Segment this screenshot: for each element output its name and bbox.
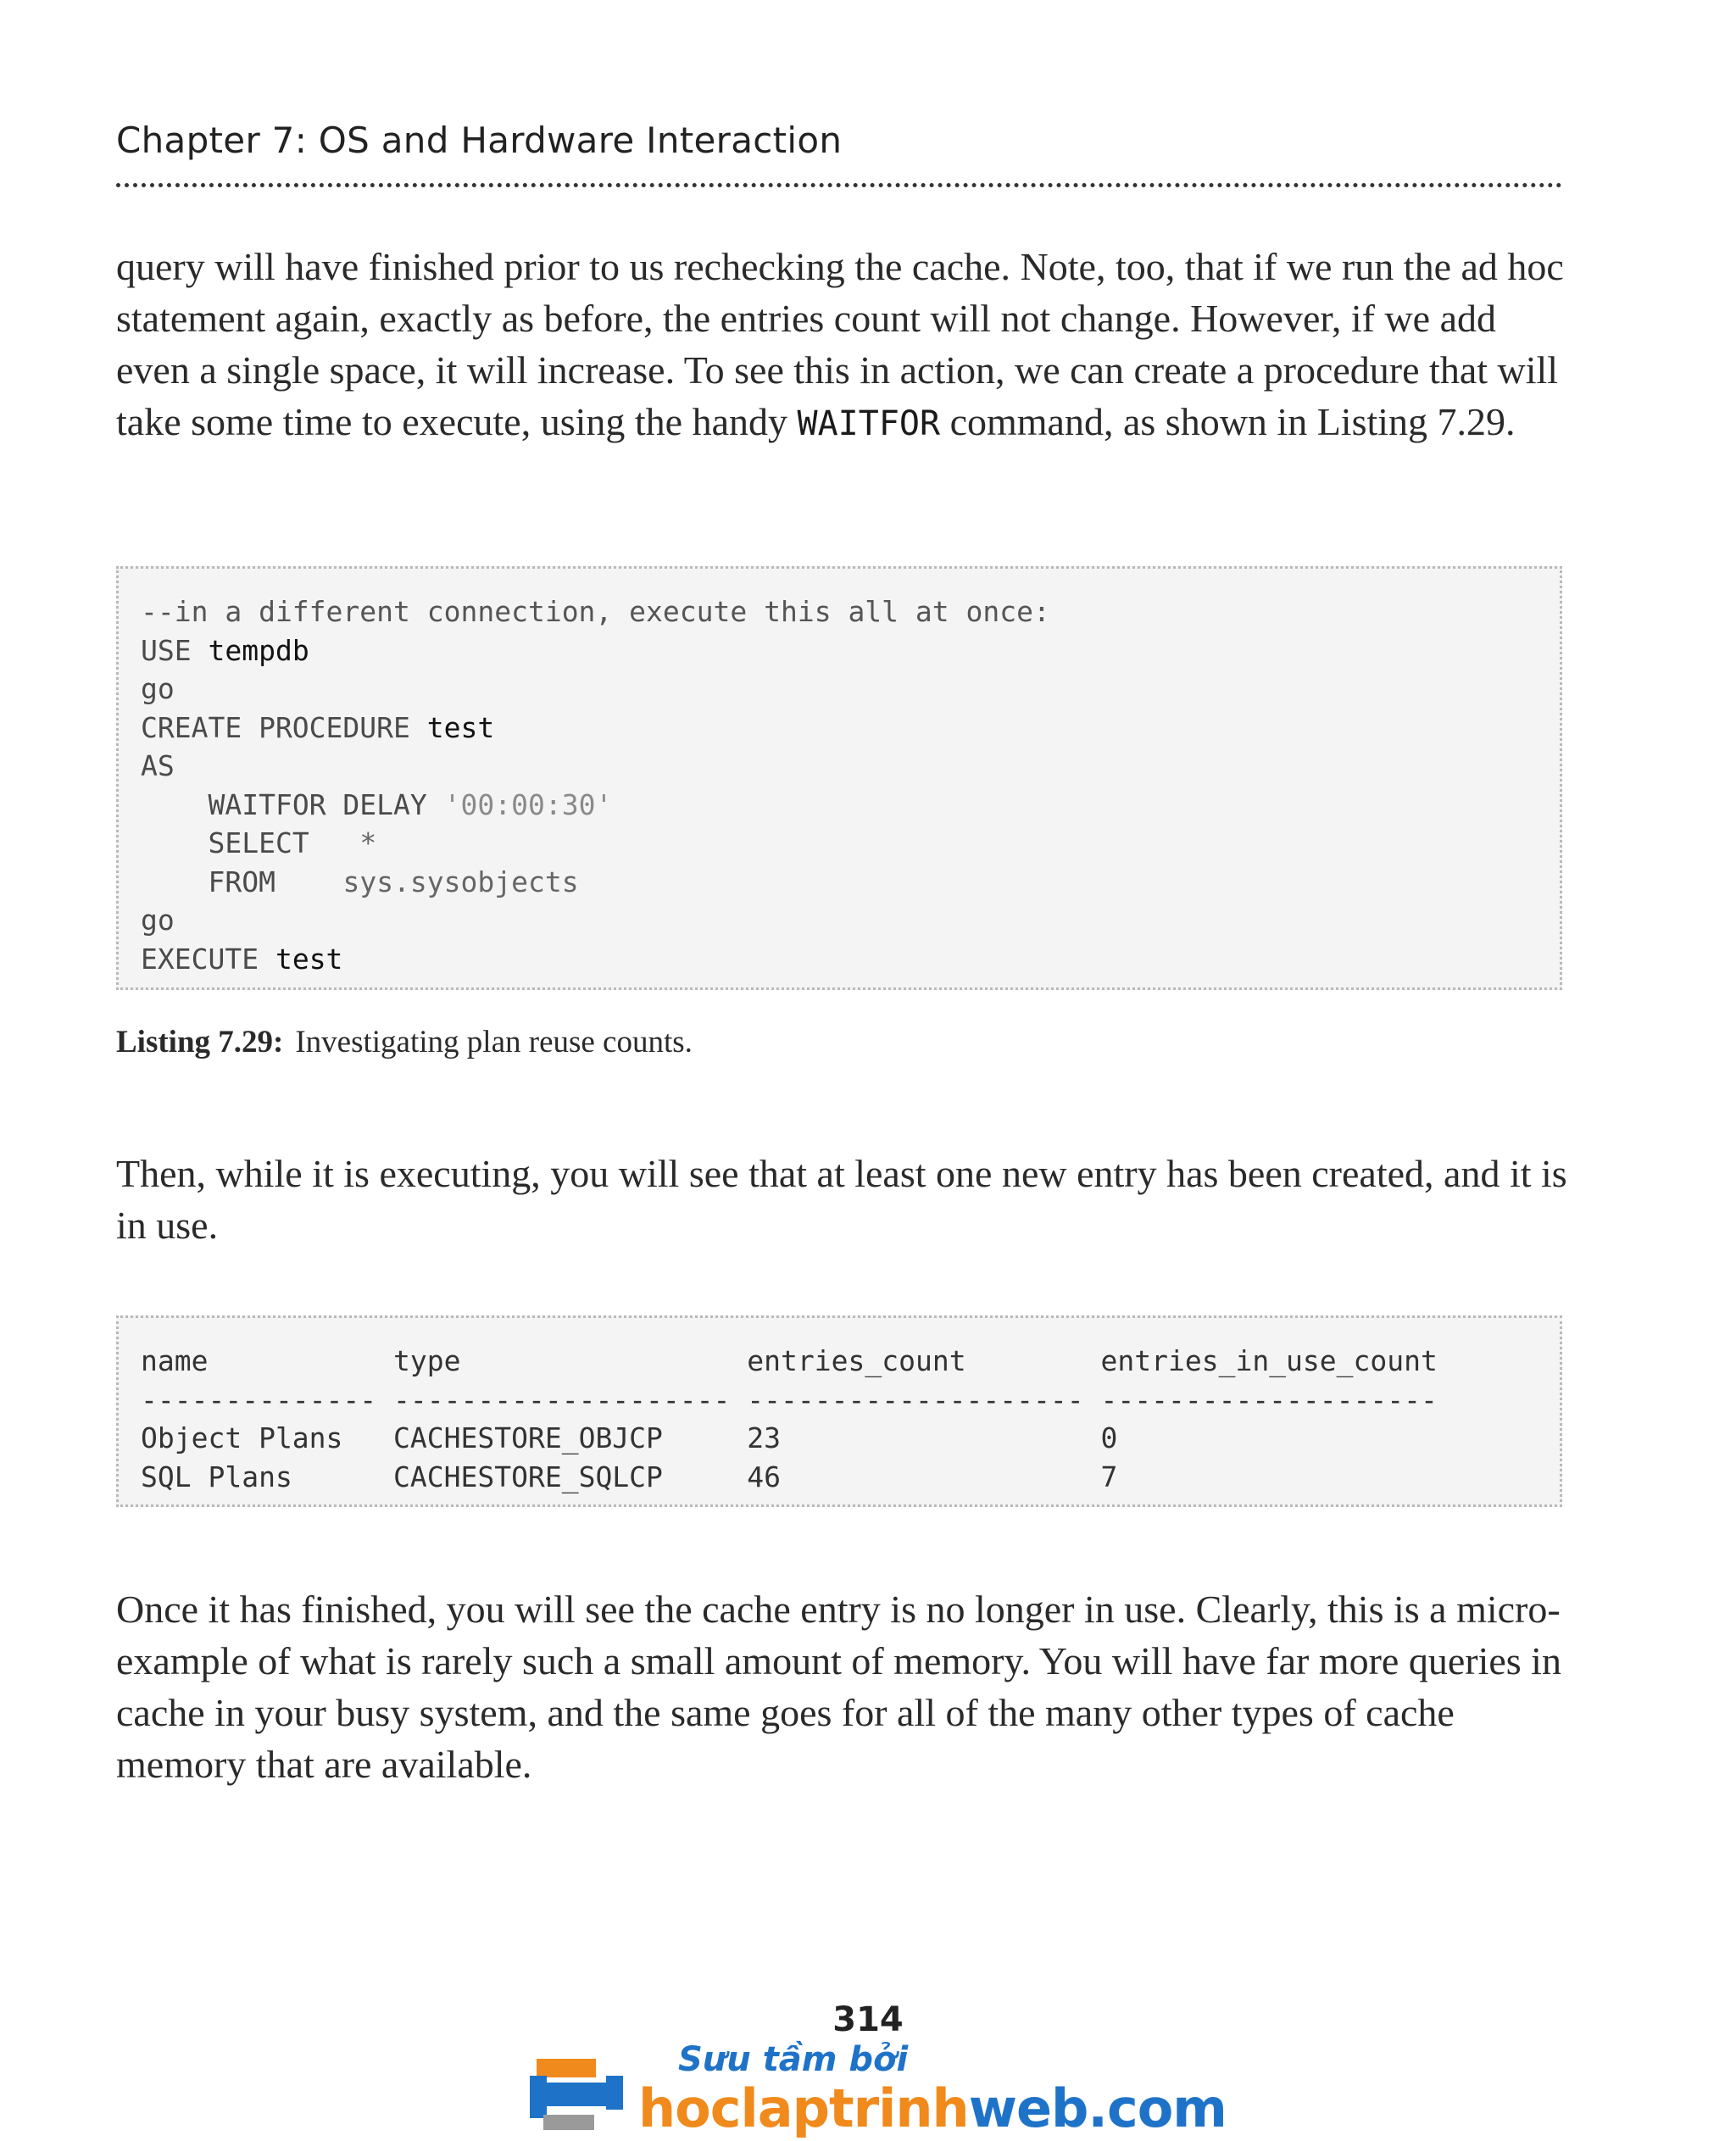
result-separator: --------------	[141, 1382, 377, 1416]
code-select-star: *	[359, 826, 377, 859]
result-cell-entries: 23	[747, 1421, 782, 1454]
result-cell-name: Object Plans	[141, 1421, 343, 1454]
code-from-table: sys.sysobjects	[342, 865, 579, 898]
result-cell-type: CACHESTORE_OBJCP	[393, 1421, 663, 1454]
code-execute-name: test	[275, 942, 343, 976]
paragraph-intro-text-b: command, as shown in Listing 7.29.	[940, 400, 1516, 443]
result-cell-entries: 46	[747, 1460, 782, 1493]
result-cell-name: SQL Plans	[141, 1460, 292, 1493]
code-proc-name: test	[426, 710, 495, 744]
code-keyword-create: CREATE PROCEDURE	[141, 710, 410, 744]
code-listing	[116, 566, 1562, 990]
result-header-name: name	[141, 1344, 209, 1377]
code-go-1: go	[141, 672, 175, 705]
result-separator: --------------------	[1100, 1382, 1438, 1416]
code-keyword-execute: EXECUTE	[141, 942, 259, 976]
watermark-logo-icon	[530, 2054, 623, 2134]
inline-code-waitfor: WAITFOR	[797, 404, 941, 443]
result-separator: --------------------	[747, 1382, 1084, 1416]
code-delay-value: '00:00:30'	[443, 787, 613, 821]
result-table	[116, 1315, 1562, 1507]
code-keyword-select: SELECT	[208, 826, 309, 859]
paragraph-intro	[116, 241, 1574, 450]
chapter-title: Chapter 7: OS and Hardware Interaction	[116, 120, 843, 161]
code-keyword-from: FROM	[208, 865, 275, 898]
paragraph-conclusion: Once it has finished, you will see the cache entry is no longer in use. Clearly, this is a micro-example of what is rarely such a small amount of memory. You will have far more queries in cache in your busy system, and the same goes for all of the many other types of cache memory that are available.	[116, 1588, 1561, 1786]
result-header-entries-count: entries_count	[747, 1344, 966, 1377]
code-db-name: tempdb	[208, 633, 309, 667]
watermark-site	[638, 2077, 1227, 2139]
result-cell-type: CACHESTORE_SQLCP	[393, 1460, 663, 1493]
caption-label: Listing 7.29:	[116, 1025, 284, 1059]
watermark	[530, 2040, 1227, 2139]
watermark-site-part-b: web.com	[968, 2077, 1227, 2139]
listing-caption	[116, 1021, 693, 1064]
header-divider	[116, 183, 1562, 187]
result-separator: --------------------	[393, 1382, 731, 1416]
code-keyword-waitfor: WAITFOR DELAY	[208, 787, 427, 821]
result-header-type: type	[393, 1344, 461, 1377]
result-header-in-use-count: entries_in_use_count	[1100, 1344, 1438, 1377]
page-number: 314	[832, 2000, 904, 2039]
result-cell-in-use: 0	[1100, 1421, 1118, 1454]
code-comment: --in a different connection, execute this all at once:	[141, 595, 1050, 628]
watermark-site-part-a: hoclaptrinh	[638, 2077, 969, 2139]
paragraph-intro-text-a: query will have finished prior to us rechecking the cache. Note, too, that if we run the ad hoc statement again, exactly as before, the entries count will not change. However, if we add even a single space, it will increase. To see this in action, we can create a procedure that will take some time to execute, using the handy	[116, 245, 1564, 443]
code-go-2: go	[141, 904, 175, 937]
paragraph-executing: Then, while it is executing, you will see that at least one new entry has been created, and it is in use.	[116, 1152, 1567, 1247]
result-cell-in-use: 7	[1100, 1460, 1118, 1493]
caption-text: Investigating plan reuse counts.	[295, 1025, 693, 1059]
code-keyword-as: AS	[141, 749, 175, 782]
page-header	[116, 117, 1562, 187]
code-keyword-use: USE	[141, 633, 192, 667]
watermark-caption: Sưu tầm bởi	[678, 2040, 909, 2079]
